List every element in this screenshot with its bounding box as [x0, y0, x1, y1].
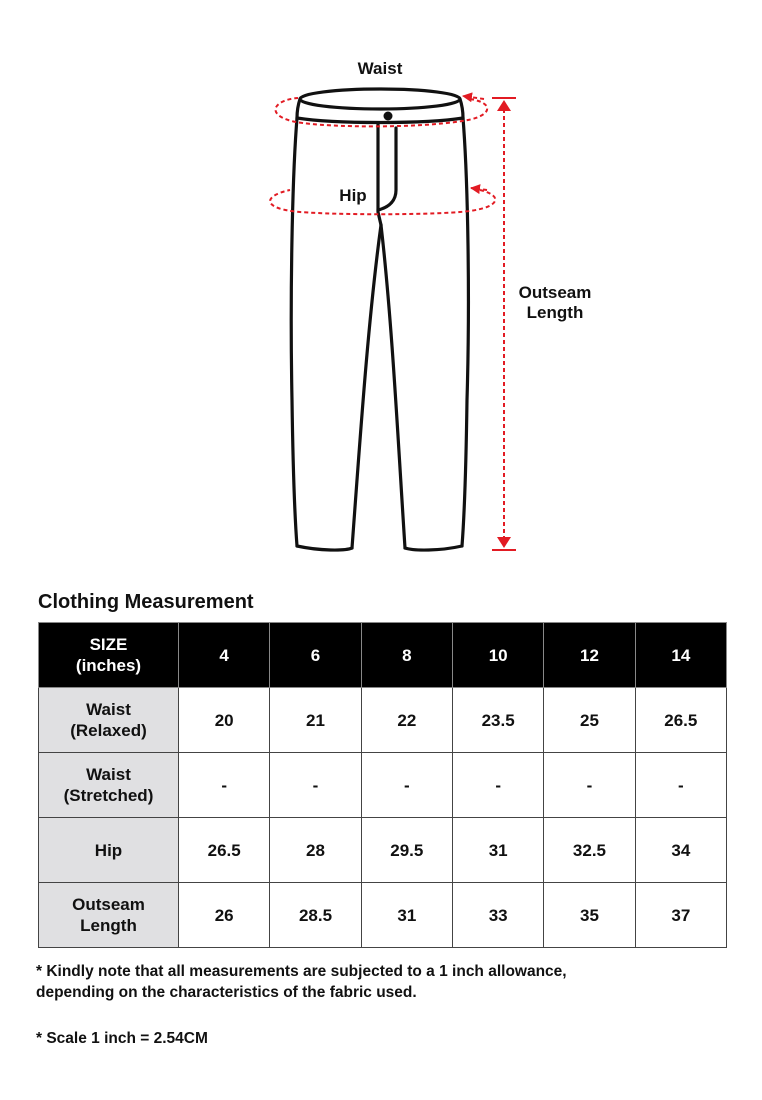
table-row — [39, 688, 727, 753]
measurement-table — [38, 622, 727, 948]
size-header-label: SIZE (inches) — [39, 623, 179, 688]
table-cell: - — [452, 753, 543, 818]
outseam-measure-line — [492, 98, 516, 550]
left-hem — [297, 546, 352, 550]
table-cell: - — [270, 753, 361, 818]
hip-label: Hip — [339, 186, 367, 205]
table-cell: 26 — [179, 883, 270, 948]
row-label-outseam-length: Outseam Length — [39, 883, 179, 948]
waistband-bottom — [297, 118, 463, 123]
waist-label: Waist — [357, 59, 403, 78]
left-leg-inner — [352, 225, 381, 548]
table-cell: - — [544, 753, 635, 818]
table-cell: 29.5 — [361, 818, 452, 883]
size-col-header: 10 — [452, 623, 543, 688]
size-col-header: 12 — [544, 623, 635, 688]
table-cell: 26.5 — [179, 818, 270, 883]
table-cell: - — [635, 753, 726, 818]
size-col-header: 14 — [635, 623, 726, 688]
waistband-top — [300, 89, 460, 109]
scale-note: * Scale 1 inch = 2.54CM — [36, 1030, 208, 1047]
table-cell: 26.5 — [635, 688, 726, 753]
row-label-waist-stretched: Waist (Stretched) — [39, 753, 179, 818]
table-row — [39, 753, 727, 818]
waistband-left — [297, 99, 300, 118]
table-row — [39, 883, 727, 948]
table-cell: 37 — [635, 883, 726, 948]
button-icon — [384, 112, 393, 121]
row-label-hip: Hip — [39, 818, 179, 883]
table-header-row — [39, 623, 727, 688]
pants-outline — [291, 89, 468, 550]
right-leg-outer — [462, 118, 468, 546]
table-cell: 28 — [270, 818, 361, 883]
right-leg-inner — [381, 225, 405, 548]
size-col-header: 6 — [270, 623, 361, 688]
table-row — [39, 818, 727, 883]
table-cell: 31 — [452, 818, 543, 883]
table-cell: 23.5 — [452, 688, 543, 753]
table-cell: 31 — [361, 883, 452, 948]
outseam-length-label: Outseam Length — [518, 283, 592, 322]
table-cell: - — [179, 753, 270, 818]
row-label-waist-relaxed: Waist (Relaxed) — [39, 688, 179, 753]
size-col-header: 4 — [179, 623, 270, 688]
table-cell: 25 — [544, 688, 635, 753]
fly-stitch — [378, 128, 396, 210]
table-cell: - — [361, 753, 452, 818]
table-cell: 35 — [544, 883, 635, 948]
size-col-header: 8 — [361, 623, 452, 688]
table-cell: 22 — [361, 688, 452, 753]
right-hem — [405, 546, 462, 550]
left-leg-outer — [291, 118, 297, 546]
table-title: Clothing Measurement — [38, 591, 254, 613]
table-cell: 28.5 — [270, 883, 361, 948]
hip-measure-line — [270, 188, 495, 214]
table-cell: 34 — [635, 818, 726, 883]
table-cell: 20 — [179, 688, 270, 753]
table-cell: 33 — [452, 883, 543, 948]
table-cell: 32.5 — [544, 818, 635, 883]
allowance-note: * Kindly note that all measurements are subjected to a 1 inch allowance, depending on the characteristics of the fabric used. — [36, 963, 567, 1001]
table-cell: 21 — [270, 688, 361, 753]
waistband-right — [460, 99, 463, 118]
